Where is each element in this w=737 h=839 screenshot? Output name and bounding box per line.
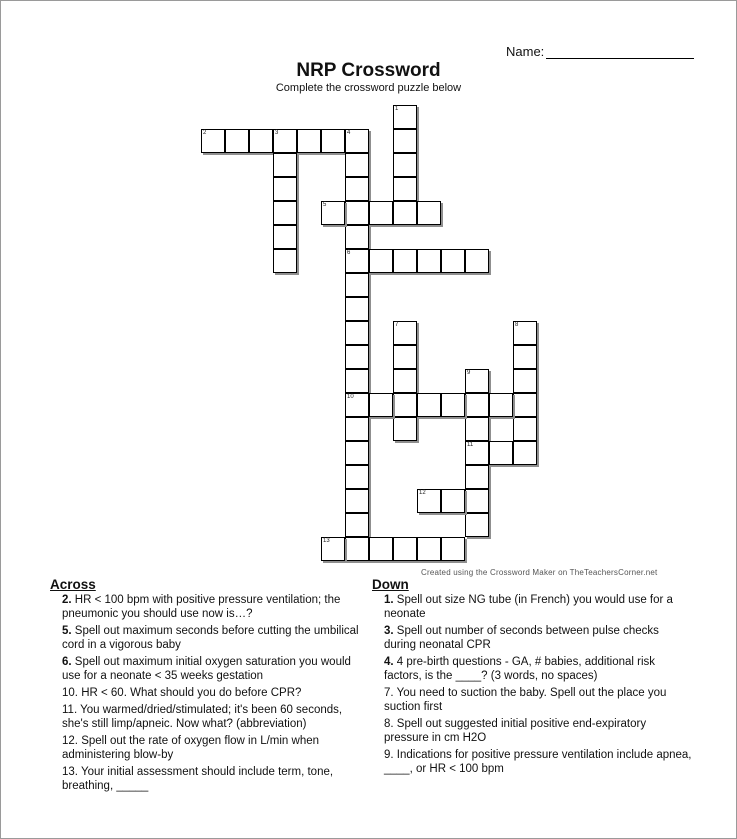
clue-text: You need to suction the baby. Spell out the place you suction first <box>384 687 667 713</box>
across-clues <box>50 578 368 796</box>
crossword-cell[interactable] <box>513 441 537 465</box>
crossword-cell[interactable] <box>345 441 369 465</box>
clue-across-11 <box>50 703 368 731</box>
crossword-cell[interactable] <box>393 417 417 441</box>
crossword-cell[interactable] <box>393 321 417 345</box>
crossword-cell[interactable] <box>345 465 369 489</box>
cell-number: 1 <box>395 106 399 112</box>
clue-text: HR < 100 bpm with positive pressure ventilation; the pneumonic you should use now is…? <box>62 594 341 620</box>
crossword-cell[interactable] <box>273 153 297 177</box>
credit-text: Created using the Crossword Maker on TheTeachersCorner.net <box>421 568 658 577</box>
clue-down-7 <box>372 686 694 714</box>
clue-text: Indications for positive pressure ventilation include apnea, ____, or HR < 100 bpm <box>384 749 692 775</box>
clue-number: 13. <box>62 766 78 778</box>
crossword-cell[interactable] <box>465 465 489 489</box>
crossword-cell[interactable] <box>297 129 321 153</box>
crossword-cell[interactable] <box>321 129 345 153</box>
clue-down-4 <box>372 655 694 683</box>
crossword-cell[interactable] <box>345 225 369 249</box>
clue-number: 2. <box>62 594 72 606</box>
clue-number: 9. <box>384 749 394 761</box>
cell-number: 2 <box>203 130 207 136</box>
clue-down-9 <box>372 748 694 776</box>
crossword-cell[interactable] <box>201 129 225 153</box>
crossword-cell[interactable] <box>393 345 417 369</box>
crossword-cell[interactable] <box>465 369 489 393</box>
crossword-cell[interactable] <box>345 537 369 561</box>
crossword-cell[interactable] <box>249 129 273 153</box>
cell-number: 5 <box>323 202 327 208</box>
crossword-cell[interactable] <box>393 105 417 129</box>
crossword-cell[interactable] <box>369 249 393 273</box>
clue-across-2 <box>50 593 368 621</box>
clue-number: 8. <box>384 718 394 730</box>
clue-down-3 <box>372 624 694 652</box>
cell-number: 8 <box>515 322 519 328</box>
clue-text: Spell out maximum seconds before cutting the umbilical cord in a vigorous baby <box>62 625 359 651</box>
crossword-cell[interactable] <box>345 513 369 537</box>
crossword-cell[interactable] <box>513 393 537 417</box>
page-subtitle: Complete the crossword puzzle below <box>275 82 462 94</box>
cell-number: 13 <box>323 538 330 544</box>
crossword-cell[interactable] <box>369 201 393 225</box>
crossword-cell[interactable] <box>345 177 369 201</box>
crossword-cell[interactable] <box>345 345 369 369</box>
crossword-cell[interactable] <box>321 201 345 225</box>
page-title: NRP Crossword <box>296 60 441 81</box>
crossword-cell[interactable] <box>369 393 393 417</box>
cell-number: 11 <box>467 442 474 448</box>
crossword-cell[interactable] <box>345 369 369 393</box>
crossword-cell[interactable] <box>489 393 513 417</box>
clue-number: 10. <box>62 687 78 699</box>
clue-text: You warmed/dried/stimulated; it's been 60 seconds, she's still limp/apneic. Now what? (abbreviation) <box>62 704 343 730</box>
crossword-cell[interactable] <box>345 393 369 417</box>
clue-across-10 <box>50 686 368 700</box>
clue-text: Your initial assessment should include term, tone, breathing, _____ <box>62 766 334 792</box>
clue-number: 1. <box>384 594 394 606</box>
crossword-cell[interactable] <box>393 369 417 393</box>
crossword-cell[interactable] <box>513 321 537 345</box>
cell-number: 9 <box>467 370 471 376</box>
crossword-cell[interactable] <box>369 537 393 561</box>
crossword-cell[interactable] <box>345 273 369 297</box>
crossword-cell[interactable] <box>465 513 489 537</box>
crossword-cell[interactable] <box>321 537 345 561</box>
crossword-cell[interactable] <box>465 393 489 417</box>
crossword-cell[interactable] <box>513 345 537 369</box>
cell-number: 10 <box>347 394 354 400</box>
cell-number: 12 <box>419 490 426 496</box>
crossword-cell[interactable] <box>345 153 369 177</box>
clue-text: Spell out suggested initial positive end-expiratory pressure in cm H2O <box>384 718 647 744</box>
crossword-cell[interactable] <box>393 177 417 201</box>
crossword-cell[interactable] <box>345 249 369 273</box>
crossword-cell[interactable] <box>393 393 417 417</box>
crossword-cell[interactable] <box>273 249 297 273</box>
crossword-cell[interactable] <box>273 129 297 153</box>
down-clues <box>372 578 694 779</box>
crossword-cell[interactable] <box>417 489 441 513</box>
clue-number: 3. <box>384 625 394 637</box>
clue-text: 4 pre-birth questions - GA, # babies, additional risk factors, is the ____? (3 words, no spaces) <box>384 656 656 682</box>
crossword-cell[interactable] <box>417 201 441 225</box>
clue-across-13 <box>50 765 368 793</box>
crossword-cell[interactable] <box>417 537 441 561</box>
clue-down-8 <box>372 717 694 745</box>
crossword-cell[interactable] <box>465 489 489 513</box>
name-label: Name: <box>506 44 545 59</box>
clue-number: 6. <box>62 656 72 668</box>
crossword-cell[interactable] <box>513 417 537 441</box>
crossword-cell[interactable] <box>345 321 369 345</box>
clue-across-5 <box>50 624 368 652</box>
crossword-cell[interactable] <box>345 297 369 321</box>
clue-down-1 <box>372 593 694 621</box>
clue-text: Spell out number of seconds between pulse checks during neonatal CPR <box>384 625 659 651</box>
crossword-cell[interactable] <box>513 369 537 393</box>
crossword-cell[interactable] <box>225 129 249 153</box>
clue-number: 11. <box>62 704 78 716</box>
across-heading: Across <box>50 577 96 592</box>
crossword-cell[interactable] <box>393 129 417 153</box>
crossword-cell[interactable] <box>273 225 297 249</box>
clue-across-12 <box>50 734 368 762</box>
crossword-cell[interactable] <box>345 201 369 225</box>
crossword-cell[interactable] <box>393 201 417 225</box>
crossword-cell[interactable] <box>393 153 417 177</box>
crossword-cell[interactable] <box>441 489 465 513</box>
clue-across-6 <box>50 655 368 683</box>
clue-number: 7. <box>384 687 394 699</box>
crossword-cell[interactable] <box>489 441 513 465</box>
clue-number: 12. <box>62 735 78 747</box>
crossword-cell[interactable] <box>441 537 465 561</box>
crossword-cell[interactable] <box>345 489 369 513</box>
crossword-cell[interactable] <box>465 441 489 465</box>
crossword-cell[interactable] <box>417 393 441 417</box>
crossword-cell[interactable] <box>345 417 369 441</box>
clue-number: 5. <box>62 625 72 637</box>
clue-number: 4. <box>384 656 394 668</box>
cell-number: 3 <box>275 130 279 136</box>
cell-number: 7 <box>395 322 399 328</box>
crossword-cell[interactable] <box>393 249 417 273</box>
crossword-cell[interactable] <box>273 177 297 201</box>
crossword-cell[interactable] <box>465 249 489 273</box>
crossword-cell[interactable] <box>345 129 369 153</box>
clue-text: HR < 60. What should you do before CPR? <box>78 687 302 699</box>
crossword-cell[interactable] <box>417 249 441 273</box>
cell-number: 6 <box>347 250 351 256</box>
crossword-cell[interactable] <box>441 393 465 417</box>
crossword-cell[interactable] <box>273 201 297 225</box>
clue-text: Spell out the rate of oxygen flow in L/min when administering blow-by <box>62 735 320 761</box>
crossword-cell[interactable] <box>441 249 465 273</box>
crossword-cell[interactable] <box>465 417 489 441</box>
down-heading: Down <box>372 577 409 592</box>
cell-number: 4 <box>347 130 351 136</box>
clue-text: Spell out size NG tube (in French) you would use for a neonate <box>384 594 673 620</box>
clue-text: Spell out maximum initial oxygen saturation you would use for a neonate < 35 weeks gestation <box>62 656 351 682</box>
crossword-cell[interactable] <box>393 537 417 561</box>
